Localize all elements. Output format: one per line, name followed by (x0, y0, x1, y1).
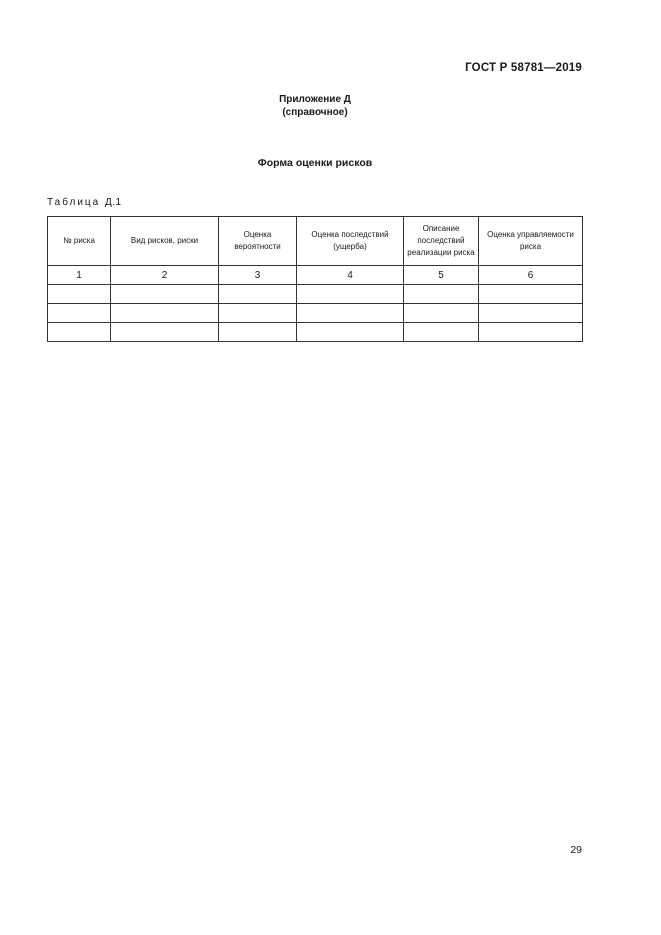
table-header-row (48, 217, 583, 266)
table-cell (111, 285, 219, 304)
column-number: 3 (219, 266, 297, 285)
table-cell (297, 285, 404, 304)
table-cell (111, 323, 219, 342)
table-row (48, 304, 583, 323)
table-caption-label: Таблица (47, 197, 101, 208)
risk-assessment-table (47, 216, 583, 342)
table-cell (219, 323, 297, 342)
table-cell (404, 323, 479, 342)
column-number: 4 (297, 266, 404, 285)
appendix-heading (0, 93, 630, 119)
table-caption-number: Д.1 (105, 197, 122, 208)
appendix-title: Приложение Д (279, 94, 351, 105)
header-risk-type: Вид рисков, риски (111, 217, 219, 266)
column-number: 1 (48, 266, 111, 285)
table-cell (219, 304, 297, 323)
column-number-row (48, 266, 583, 285)
table-cell (297, 323, 404, 342)
table-cell (479, 285, 583, 304)
table-cell (479, 304, 583, 323)
column-number: 5 (404, 266, 479, 285)
form-title: Форма оценки рисков (257, 157, 373, 169)
table-cell (48, 323, 111, 342)
table-cell (219, 285, 297, 304)
header-consequences: Оценка последствий (ущерба) (297, 217, 404, 266)
table-cell (479, 323, 583, 342)
column-number: 6 (479, 266, 583, 285)
table-cell (111, 304, 219, 323)
document-code: ГОСТ Р 58781—2019 (465, 62, 582, 74)
header-probability: Оценка вероятности (219, 217, 297, 266)
table-row (48, 285, 583, 304)
header-manageability: Оценка управляемости риска (479, 217, 583, 266)
appendix-subtitle: (справочное) (282, 107, 348, 118)
table-cell (297, 304, 404, 323)
table-caption (47, 197, 122, 208)
header-consequence-description: Описание последствий реализации риска (404, 217, 479, 266)
table-cell (48, 285, 111, 304)
table-cell (48, 304, 111, 323)
page-number: 29 (570, 844, 582, 856)
table-row (48, 323, 583, 342)
header-risk-number: № риска (48, 217, 111, 266)
column-number: 2 (111, 266, 219, 285)
table-cell (404, 285, 479, 304)
table-cell (404, 304, 479, 323)
